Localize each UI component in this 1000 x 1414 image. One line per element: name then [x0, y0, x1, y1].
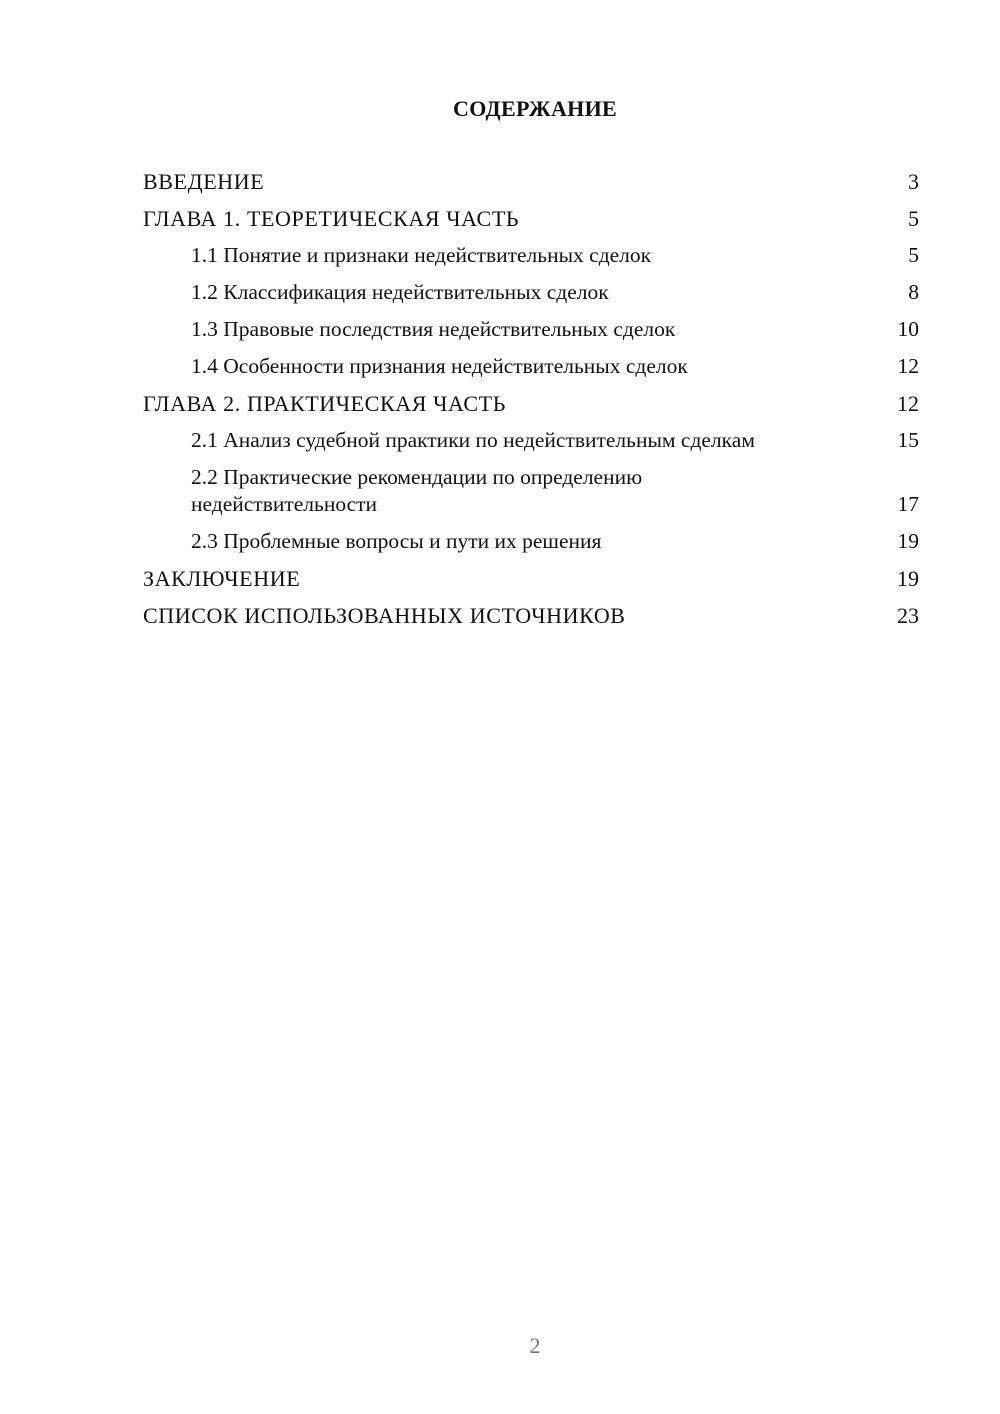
page-number: 2 [529, 1333, 541, 1358]
toc-entry-label: 1.3 Правовые последствия недействительных сделок [191, 317, 676, 341]
toc-entry-page: 17 [897, 492, 919, 516]
toc-entry-section-2-2[interactable] [143, 464, 919, 518]
toc-entry-page: 10 [897, 317, 919, 341]
toc-entry-page: 3 [908, 169, 919, 194]
toc-entry-section-1-1[interactable] [143, 242, 919, 269]
toc-entry-label: 2.1 Анализ судебной практики по недействительным сделкам [191, 428, 755, 452]
toc-entry-conclusion[interactable] [143, 565, 919, 592]
toc-entry-label: ГЛАВА 1. ТЕОРЕТИЧЕСКАЯ ЧАСТЬ [143, 206, 520, 231]
toc-entry-label: 1.4 Особенности признания недействительных сделок [191, 354, 688, 378]
toc-entry-page: 23 [897, 603, 919, 628]
toc-entry-page: 5 [908, 243, 919, 267]
toc-entry-page: 8 [908, 280, 919, 304]
toc-entry-section-1-3[interactable] [143, 316, 919, 343]
toc-entry-section-2-3[interactable] [143, 528, 919, 555]
toc-entry-page: 15 [897, 428, 919, 452]
toc-entry-page: 12 [897, 391, 919, 416]
toc-entry-section-1-2[interactable] [143, 279, 919, 306]
toc-entry-label: ЗАКЛЮЧЕНИЕ [143, 566, 301, 591]
toc-entry-chapter-1[interactable] [143, 205, 919, 232]
toc-entry-references[interactable] [143, 602, 919, 629]
toc-entry-page: 19 [897, 529, 919, 553]
toc-entry-label: 1.2 Классификация недействительных сделок [191, 280, 609, 304]
toc-entry-page: 12 [897, 354, 919, 378]
toc-entry-label: 1.1 Понятие и признаки недействительных сделок [191, 243, 652, 267]
toc-entry-label: СПИСОК ИСПОЛЬЗОВАННЫХ ИСТОЧНИКОВ [143, 603, 626, 628]
toc-entry-label: 2.3 Проблемные вопросы и пути их решения [191, 529, 602, 553]
toc-entry-page: 19 [897, 566, 919, 591]
table-of-contents [143, 168, 919, 639]
toc-entry-label: ГЛАВА 2. ПРАКТИЧЕСКАЯ ЧАСТЬ [143, 391, 506, 416]
toc-entry-section-2-1[interactable] [143, 427, 919, 454]
toc-entry-section-1-4[interactable] [143, 353, 919, 380]
toc-entry-label: ВВЕДЕНИЕ [143, 169, 265, 194]
page-title: СОДЕРЖАНИЕ [453, 96, 617, 121]
toc-entry-introduction[interactable] [143, 168, 919, 195]
toc-entry-label: 2.2 Практические рекомендации по определению недействительности [191, 465, 643, 516]
toc-entry-chapter-2[interactable] [143, 390, 919, 417]
toc-entry-page: 5 [908, 206, 919, 231]
